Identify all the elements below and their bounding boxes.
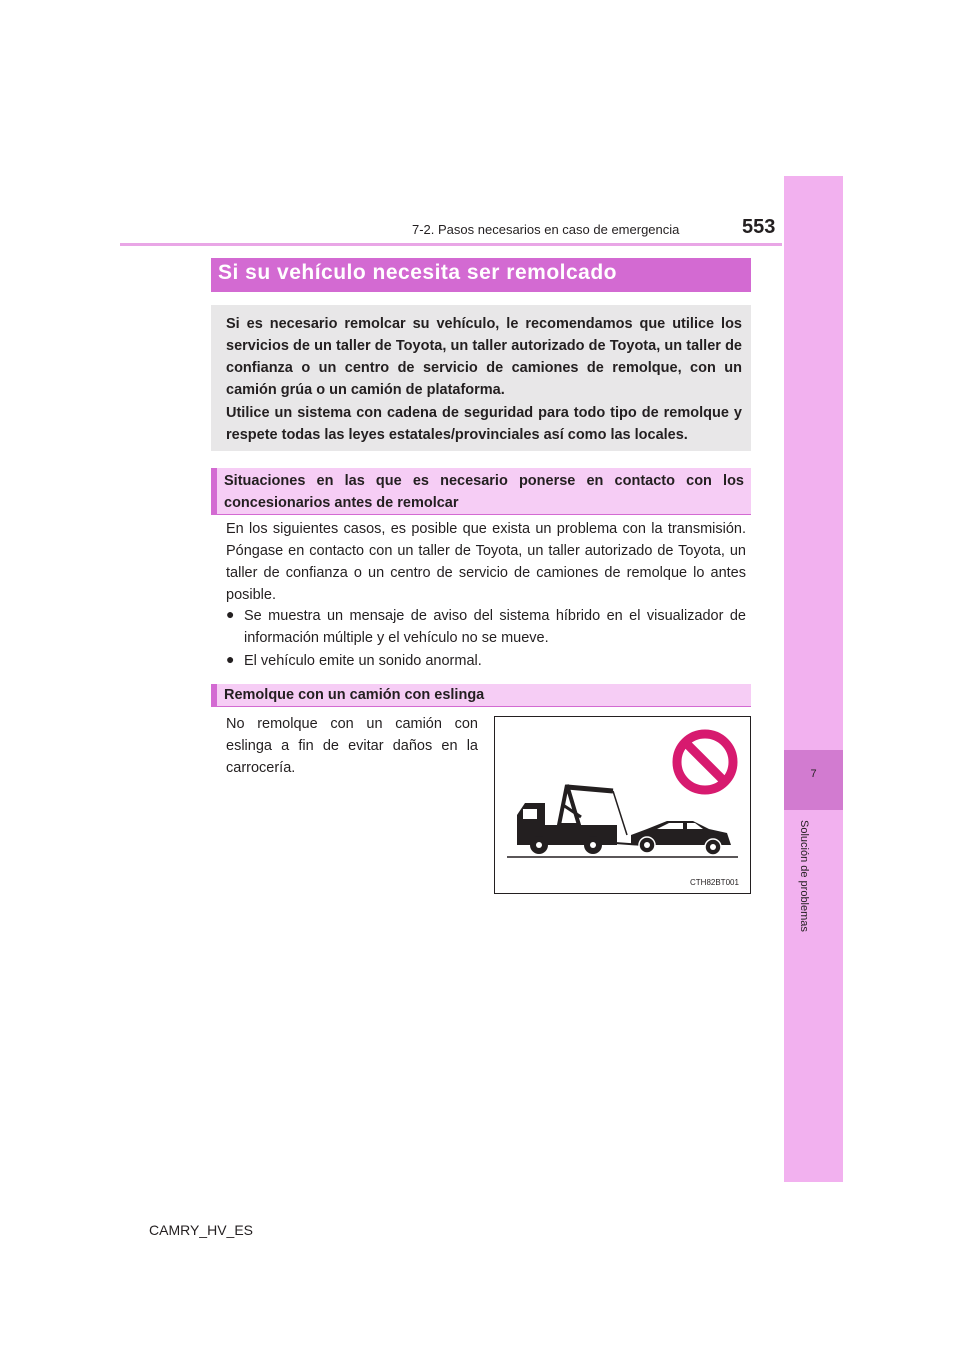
chapter-number: 7 [810,768,817,780]
chapter-side-tab [784,176,843,1182]
subheading-contact-dealers: Situaciones en las que es necesario ponerse en contacto con los concesionarios antes de remolcar [224,473,744,511]
section2-body: No remolque con un camión con eslinga a fin de evitar daños en la carrocería. [226,716,478,776]
bullet-item-noise: El vehículo emite un sonido anormal. [244,653,482,669]
page-number: 553 [742,216,776,238]
tow-truck-illustration [495,717,750,893]
bullet-item-warning: Se muestra un mensaje de aviso del sistema híbrido en el visualizador de información múltiple y el vehículo no se mueve. [244,608,746,646]
subheading-sling-truck: Remolque con un camión con eslinga [224,687,485,703]
footer-model-code: CAMRY_HV_ES [149,1222,254,1238]
section1-body: En los siguientes casos, es posible que exista un problema con la transmisión. Póngase en contacto con un taller de Toyota, un taller autorizado de Toyota, un taller de confianza o un centro de servicio de camiones de remolque lo antes posible. [226,521,746,603]
section-breadcrumb: 7-2. Pasos necesarios en caso de emergencia [412,222,680,237]
no-entry-icon [677,734,733,790]
page-title: Si su vehículo necesita ser remolcado [218,261,617,284]
figure-code: CTH82BT001 [690,878,739,887]
chapter-number-box [784,750,843,810]
subheading-accent-2 [211,684,217,707]
intro-paragraph-1: Si es necesario remolcar su vehículo, le recomendamos que utilice los servicios de un taller de Toyota, un taller autorizado de Toyota, un taller de confianza o un centro de servicio de camiones de remolque, con un camión grúa o un camión de plataforma. [226,316,742,398]
intro-paragraph-2: Utilice un sistema con cadena de seguridad para todo tipo de remolque y respete todas las leyes estatales/provinciales así como las locales. [226,405,742,443]
chapter-title: Solución de problemas [798,820,810,932]
subheading-accent-1 [211,468,217,515]
header-rule [120,243,782,246]
bullet-icon: ● [226,606,235,622]
bullet-icon: ● [226,651,235,667]
tow-truck-figure [494,716,751,894]
